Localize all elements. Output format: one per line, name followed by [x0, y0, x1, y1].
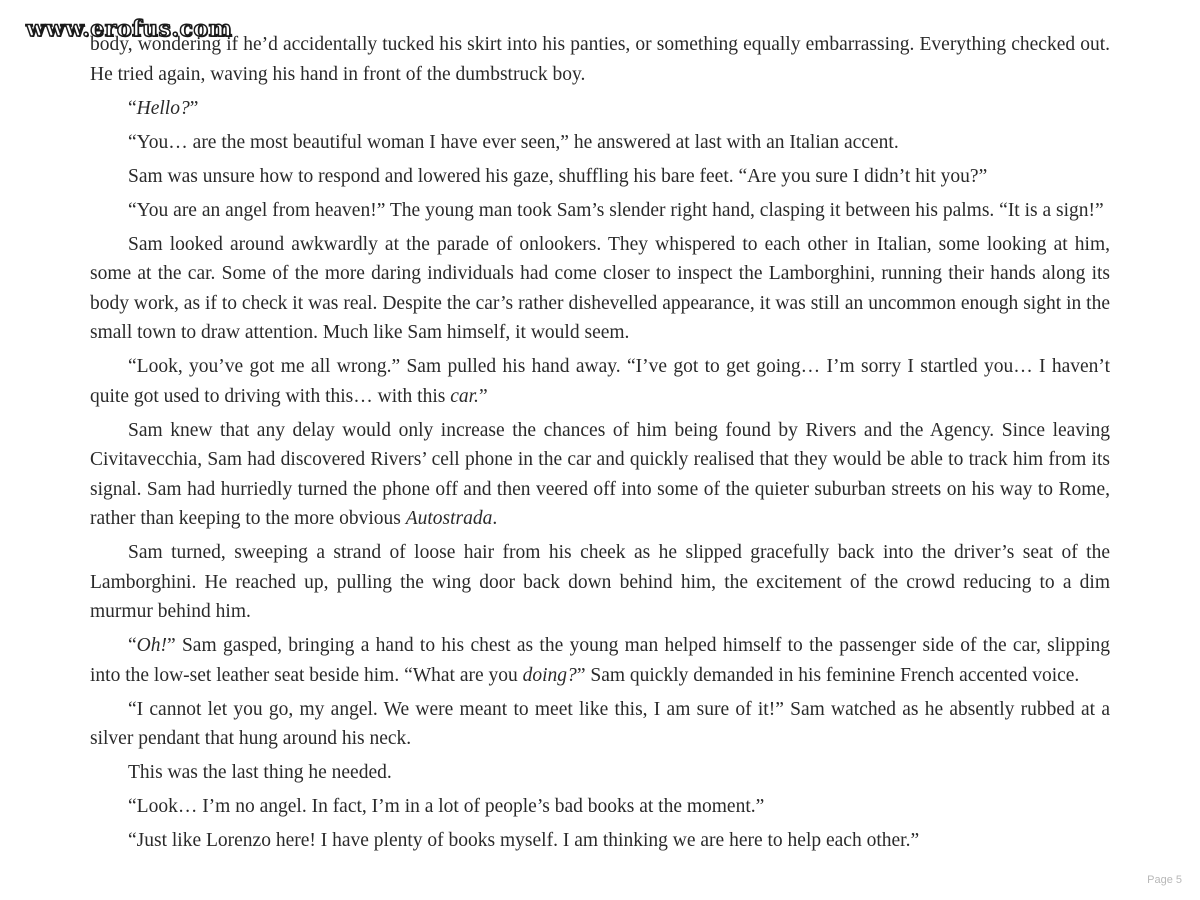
paragraph-p10: [90, 695, 1110, 754]
text-run: ”: [478, 385, 488, 407]
text-run: Sam looked around awkwardly at the parade of onlookers. They whispered to each other in Italian, some looking at him, some at the car. Some of the more daring individuals had come closer to inspect the Lamborghini, running their hands along its body work, as if to check it was real. Despite the car’s rather dishevelled appearance, it was still an uncommon enough sight in the small town to draw attention. Much like Sam himself, it would seem.: [90, 233, 1110, 343]
paragraph-p6: [90, 352, 1110, 411]
italic-run: Hello?: [136, 97, 190, 119]
paragraph-p8: [90, 538, 1110, 627]
italic-run: doing?: [522, 664, 577, 686]
paragraph-p13: [90, 826, 1110, 856]
italic-run: Autostrada: [405, 508, 493, 529]
paragraph-p5: [90, 230, 1110, 348]
page-number: Page 5: [1147, 874, 1182, 886]
paragraph-p7: [90, 416, 1110, 534]
paragraph-p12: [90, 792, 1110, 822]
text-run: Sam turned, sweeping a strand of loose hair from his cheek as he slipped gracefully back into the driver’s seat of the Lamborghini. He reached up, pulling the wing door back down behind him, the excitement of the crowd reducing to a dim murmur behind him.: [90, 542, 1110, 622]
paragraph-p1: [90, 94, 1110, 124]
text-run: “You… are the most beautiful woman I have ever seen,” he answered at last with an Italian accent.: [128, 131, 899, 153]
page-body: [90, 30, 1110, 860]
text-run: body, wondering if he’d accidentally tucked his skirt into his panties, or something equally embarrassing. Everything checked out. He tried again, waving his hand in front of the dumbstruck boy.: [90, 34, 1110, 85]
text-run: “Look… I’m no angel. In fact, I’m in a lot of people’s bad books at the moment.”: [128, 796, 765, 817]
text-run: This was the last thing he needed.: [128, 762, 392, 783]
paragraph-p0: [90, 30, 1110, 89]
text-run: .: [492, 508, 498, 529]
text-run: ” Sam gasped, bringing a hand to his chest as the young man helped himself to the passenger side of the car, slipping into the low-set leather seat beside him. “What are you: [90, 635, 1110, 686]
text-run: “: [128, 635, 137, 656]
text-run: “You are an angel from heaven!” The young man took Sam’s slender right hand, clasping it between his palms. “It is a sign!”: [128, 199, 1104, 221]
text-run: “I cannot let you go, my angel. We were meant to meet like this, I am sure of it!” Sam watched as he absently rubbed at a silver pendant that hung around his neck.: [90, 698, 1110, 749]
site-watermark: www.erofus.com: [26, 16, 233, 42]
italic-run: car.: [450, 385, 479, 407]
text-run: “Just like Lorenzo here! I have plenty of books myself. I am thinking we are here to help each other.”: [128, 830, 920, 851]
text-run: Sam knew that any delay would only increase the chances of him being found by Rivers and the Agency. Since leaving Civitavecchia, Sam had discovered Rivers’ cell phone in the car and quickly realised that they would be able to track him from its signal. Sam had hurriedly turned the phone off and then veered off into some of the quieter suburban streets on his way to Rome, rather than keeping to the more obvious: [90, 419, 1110, 529]
paragraph-p9: [90, 631, 1110, 690]
text-run: ”: [189, 97, 199, 119]
text-run: “: [128, 97, 137, 119]
text-run: “Look, you’ve got me all wrong.” Sam pulled his hand away. “I’ve got to get going… I’m sorry I startled you… I haven’t quite got used to driving with this… with this: [90, 356, 1110, 407]
text-run: ” Sam quickly demanded in his feminine French accented voice.: [576, 664, 1080, 686]
paragraph-p3: [90, 162, 1110, 192]
paragraph-p4: [90, 196, 1110, 226]
paragraph-p11: [90, 758, 1110, 788]
text-run: Sam was unsure how to respond and lowered his gaze, shuffling his bare feet. “Are you sure I didn’t hit you?”: [128, 165, 988, 187]
paragraph-p2: [90, 128, 1110, 158]
italic-run: Oh!: [136, 635, 167, 656]
